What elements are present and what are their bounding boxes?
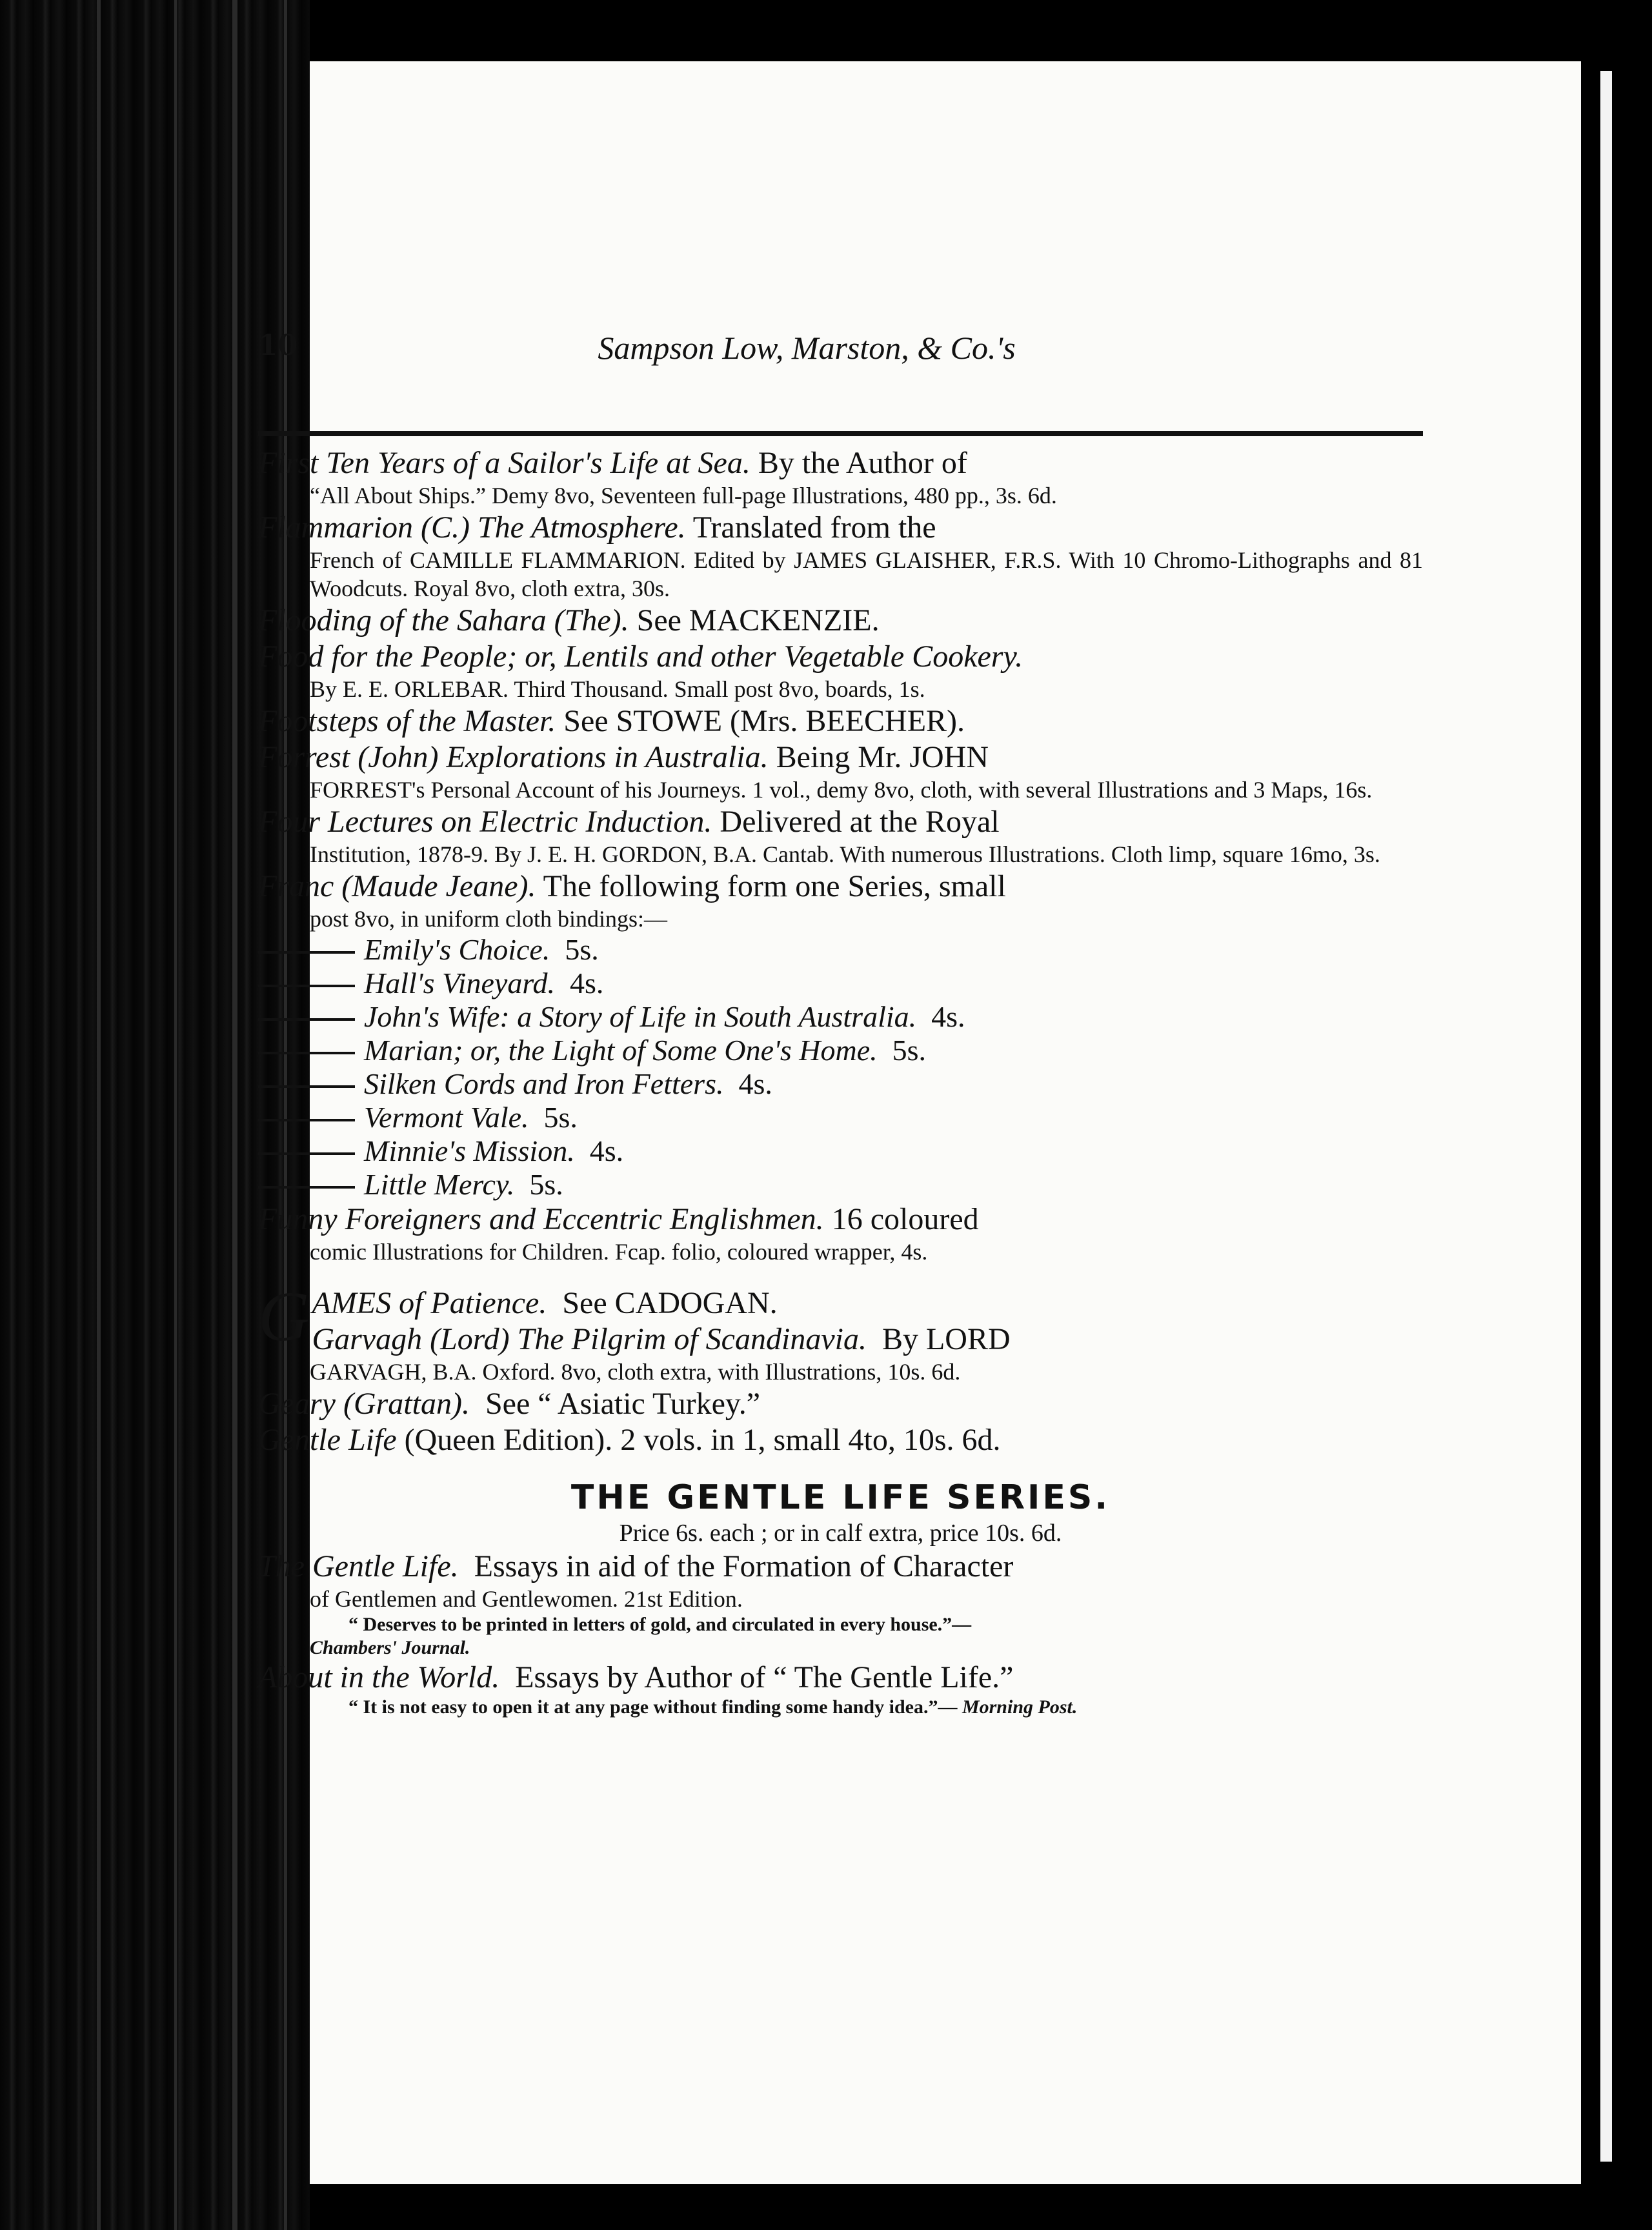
entry-body: GARVAGH, B.A. Oxford. 8vo, cloth extra, with Illustrations, 10s. 6d. — [310, 1359, 961, 1385]
catalogue-entry — [258, 445, 1423, 510]
entry-body: of Gentlemen and Gentlewomen. 21st Edition. — [310, 1586, 743, 1612]
entry-title: Garvagh (Lord) The Pilgrim of Scandinavia. — [312, 1322, 867, 1356]
entry-head-rest: See “ Asiatic Turkey.” — [485, 1387, 761, 1421]
franc-series-list — [258, 933, 1423, 1201]
catalogue-content — [258, 445, 1423, 1719]
entry-head-rest: Essays by Author of “ The Gentle Life.” — [515, 1660, 1014, 1694]
catalogue-entry — [258, 510, 1423, 603]
entry-title: First Ten Years of a Sailor's Life at Sea. — [258, 446, 750, 480]
series-book: Vermont Vale. 5s. — [258, 1101, 1423, 1134]
catalogue-entry — [258, 1201, 1423, 1266]
entry-title: Geary (Grattan). — [258, 1387, 470, 1421]
page-number: 10 — [258, 329, 298, 362]
publisher-title: Sampson Low, Marston, & Co.'s — [598, 330, 1016, 366]
running-head — [258, 329, 1420, 387]
entry-body: By E. E. ORLEBAR. Third Thousand. Small post 8vo, boards, 1s. — [310, 676, 925, 702]
entry-head-rest: See STOWE (Mrs. BEECHER). — [563, 704, 965, 738]
catalogue-entry — [258, 1386, 1423, 1422]
catalogue-entry — [258, 603, 1423, 639]
entry-head-rest: (Queen Edition). 2 vols. in 1, small 4to, 10s. 6d. — [404, 1423, 1001, 1457]
entry-head-rest: Essays in aid of the Formation of Character — [474, 1549, 1014, 1583]
catalogue-entry — [258, 1422, 1423, 1458]
entry-head-rest: The following form one Series, small — [543, 869, 1006, 903]
entry-title: Flooding of the Sahara (The). — [258, 603, 629, 638]
entry-body: post 8vo, in uniform cloth bindings:— — [310, 906, 667, 932]
catalogue-entry — [258, 1660, 1423, 1719]
right-page-edge — [1581, 0, 1652, 2230]
quote-source: Chambers' Journal. — [310, 1637, 470, 1658]
entry-title: Food for the People; or, Lentils and other Vegetable Cookery. — [258, 639, 1023, 674]
catalogue-entry — [258, 869, 1423, 933]
entry-body: FORREST's Personal Account of his Journeys. 1 vol., demy 8vo, cloth, with several Illustrations and 3 Maps, 16s. — [310, 777, 1373, 803]
review-quote: “ It is not easy to open it at any page without finding some handy idea.”— Morning Post. — [348, 1696, 1078, 1718]
entry-title: AMES of Patience. — [312, 1286, 547, 1320]
entry-head-rest: Delivered at the Royal — [720, 805, 1000, 839]
quote-source: Morning Post. — [962, 1696, 1078, 1718]
catalogue-entry — [258, 703, 1423, 739]
entry-head-rest: By LORD — [881, 1322, 1011, 1356]
entry-title: Gentle Life — [258, 1423, 397, 1457]
review-quote: “ Deserves to be printed in letters of gold, and circulated in every house.”— Chambers' Journal. — [258, 1613, 1423, 1660]
entry-body: “All About Ships.” Demy 8vo, Seventeen full-page Illustrations, 480 pp., 3s. 6d. — [310, 483, 1057, 508]
catalogue-entry — [258, 1549, 1423, 1660]
section-g — [258, 1277, 1423, 1386]
entry-title: The Gentle Life. — [258, 1549, 459, 1583]
entry-body: French of CAMILLE FLAMMARION. Edited by JAMES GLAISHER, F.R.S. With 10 Chromo-Lithographs and 81 Woodcuts. Royal 8vo, cloth extra, 30s. — [310, 547, 1423, 601]
header-rule — [258, 431, 1423, 436]
entry-title: Flammarion (C.) The Atmosphere. — [258, 510, 686, 545]
entry-title: Footsteps of the Master. — [258, 704, 556, 738]
catalogue-entry — [258, 639, 1423, 703]
series-heading: THE GENTLE LIFE SERIES. — [570, 1478, 1111, 1517]
entry-head-rest: By the Author of — [758, 446, 967, 480]
entry-title: About in the World. — [258, 1660, 500, 1694]
series-book: John's Wife: a Story of Life in South Australia. 4s. — [258, 1000, 1423, 1034]
drop-cap-letter: G — [258, 1277, 310, 1356]
catalogue-entry — [258, 739, 1423, 804]
series-price: Price 6s. each ; or in calf extra, price 10s. 6d. — [619, 1520, 1062, 1547]
entry-head-rest: Being Mr. JOHN — [776, 740, 989, 774]
entry-head-rest: See CADOGAN. — [562, 1286, 778, 1320]
series-book: Silken Cords and Iron Fetters. 4s. — [258, 1067, 1423, 1101]
entry-body: Institution, 1878-9. By J. E. H. GORDON, B.A. Cantab. With numerous Illustrations. Cloth limp, square 16mo, 3s. — [310, 841, 1380, 867]
entry-title: Forrest (John) Explorations in Australia. — [258, 740, 769, 774]
series-book: Minnie's Mission. 4s. — [258, 1134, 1423, 1168]
entry-title: Four Lectures on Electric Induction. — [258, 805, 712, 839]
series-book: Emily's Choice. 5s. — [258, 933, 1423, 967]
series-book: Marian; or, the Light of Some One's Home. 5s. — [258, 1034, 1423, 1067]
series-book: Hall's Vineyard. 4s. — [258, 967, 1423, 1000]
entry-title: Franc (Maude Jeane). — [258, 869, 536, 903]
series-book: Little Mercy. 5s. — [258, 1168, 1423, 1201]
entry-head-rest: 16 coloured — [831, 1202, 979, 1236]
catalogue-entry — [258, 804, 1423, 869]
entry-body: comic Illustrations for Children. Fcap. folio, coloured wrapper, 4s. — [310, 1239, 928, 1265]
entry-head-rest: Translated from the — [692, 510, 936, 545]
entry-title: Funny Foreigners and Eccentric Englishmen. — [258, 1202, 824, 1236]
entry-head-rest: See MACKENZIE. — [636, 603, 880, 638]
